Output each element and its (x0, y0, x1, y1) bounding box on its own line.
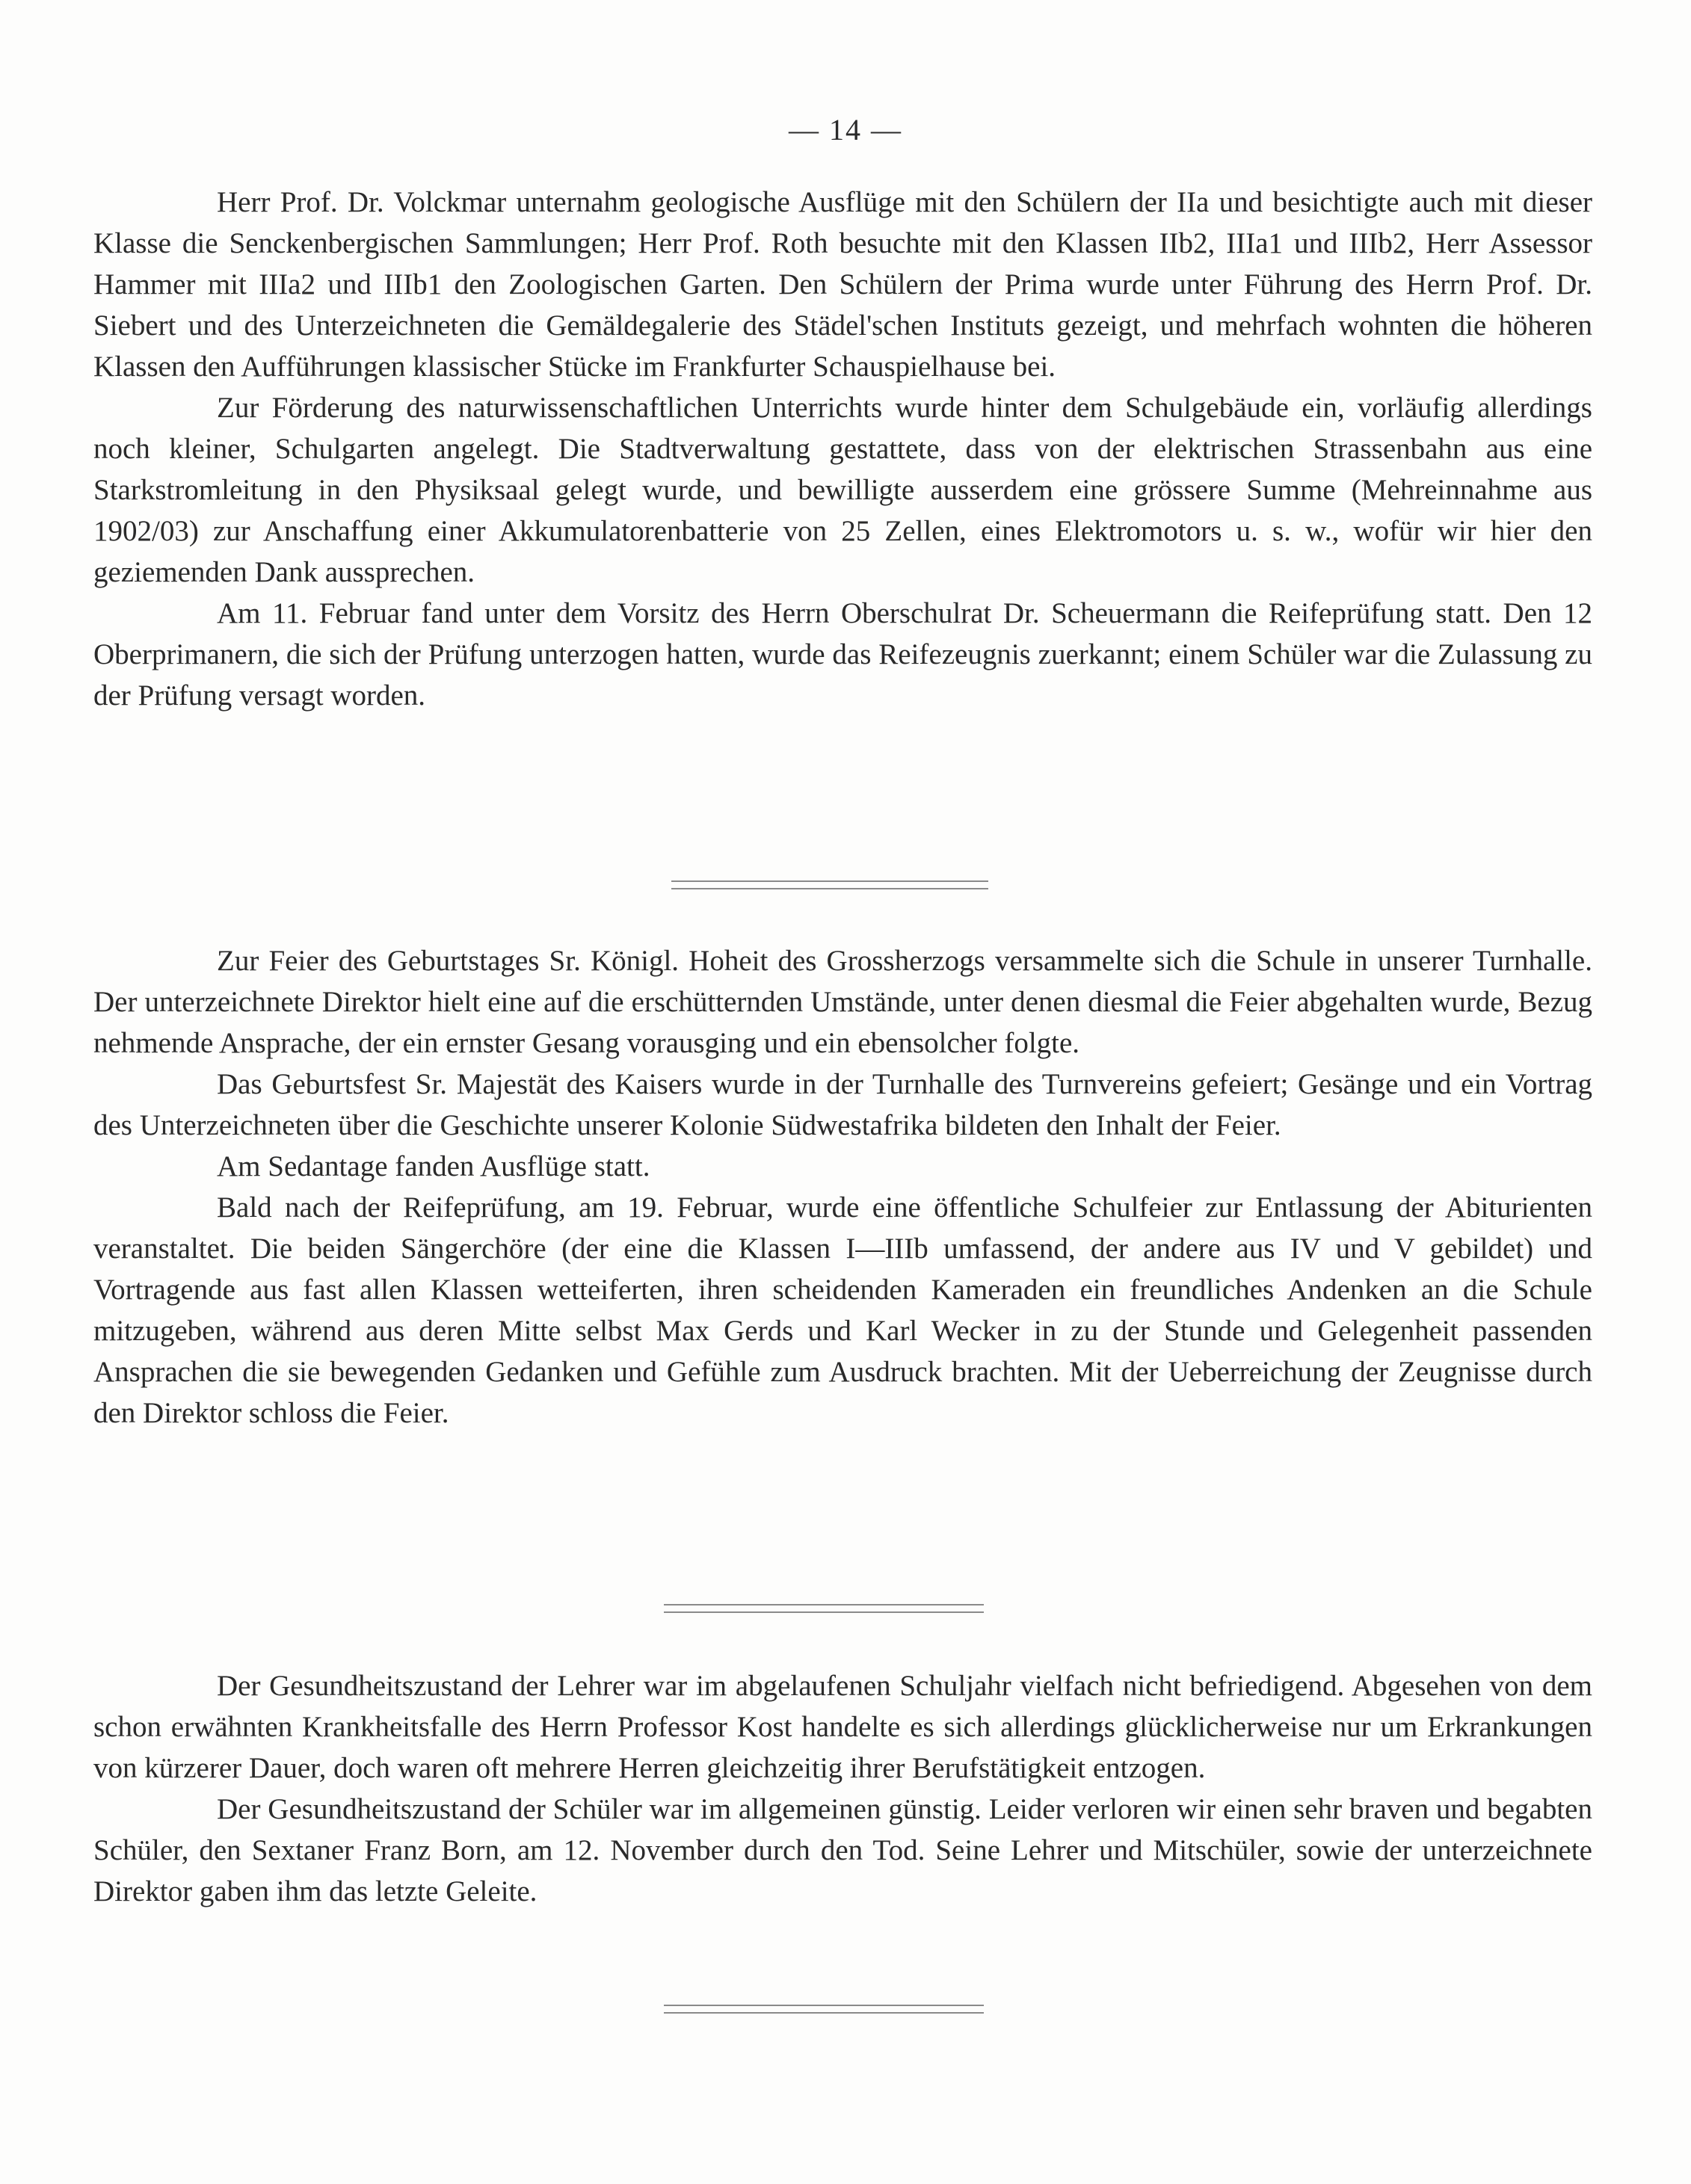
paragraph-grand-duke-birthday: Zur Feier des Geburtstages Sr. Königl. Hoheit des Grossherzogs versammelte sich die Schule in unserer Turnhalle. Der unterzeichnete Direktor hielt eine auf die erschütternden Umstände, unter denen diesmal die Feier abgehalten wurde, Bezug nehmende Ansprache, der ein ernster Gesang vorausging und ein ebensolcher folgte. (93, 945, 1592, 1059)
paragraph-science-instruction: Zur Förderung des naturwissenschaftlichen Unterrichts wurde hinter dem Schulgebäude ein, vorläufig allerdings noch kleiner, Schulgarten angelegt. Die Stadtverwaltung gestattete, dass von der elektrischen Strassenbahn aus eine Starkstromleitung in den Physiksaal gelegt wurde, und bewilligte ausserdem eine grössere Summe (Mehreinnahme aus 1902/03) zur Anschaffung einer Akkumulatorenbatterie von 25 Zellen, eines Elektromotors u. s. w., wofür wir hier den geziemenden Dank aussprechen. (93, 392, 1592, 588)
paragraph-student-health: Der Gesundheitszustand der Schüler war im allgemeinen günstig. Leider verloren wir einen sehr braven und begabten Schüler, den Sextaner Franz Born, am 12. November durch den Tod. Seine Lehrer und Mitschüler, sowie der unterzeichnete Direktor gaben ihm das letzte Geleite. (93, 1793, 1592, 1907)
section-divider (664, 2005, 984, 2014)
paragraph-teacher-health: Der Gesundheitszustand der Lehrer war im abgelaufenen Schuljahr vielfach nicht befriedigend. Abgesehen von dem schon erwähnten Krankheitsfalle des Herrn Professor Kost handelte es sich allerdings glücklicherweise nur um Erkrankungen von kürzerer Dauer, doch waren oft mehrere Herren gleichzeitig ihrer Berufstätigkeit entzogen. (93, 1670, 1592, 1784)
section-excursions (93, 182, 1592, 716)
section-divider (671, 880, 988, 889)
paragraph-excursions: Herr Prof. Dr. Volckmar unternahm geologische Ausflüge mit den Schülern der IIa und besichtigte auch mit dieser Klasse die Senckenbergischen Sammlungen; Herr Prof. Roth besuchte mit den Klassen IIb2, IIIa1 und IIIb2, Herr Assessor Hammer mit IIIa2 und IIIb1 den Zoologischen Garten. Den Schülern der Prima wurde unter Führung des Herrn Prof. Dr. Siebert und des Unterzeichneten die Gemäldegalerie des Städel'schen Instituts gezeigt, und mehrfach wohnten die höheren Klassen den Aufführungen klassischer Stücke im Frankfurter Schauspielhause bei. (93, 186, 1592, 383)
paragraph-final-exam: Am 11. Februar fand unter dem Vorsitz des Herrn Oberschulrat Dr. Scheuermann die Reifeprüfung statt. Den 12 Oberprimanern, die sich der Prüfung unterzogen hatten, wurde das Reifezeugnis zuerkannt; einem Schüler war die Zulassung zu der Prüfung versagt worden. (93, 597, 1592, 712)
paragraph-emperor-birthday: Das Geburtsfest Sr. Majestät des Kaisers wurde in der Turnhalle des Turnvereins gefeiert; Gesänge und ein Vortrag des Unterzeichneten über die Geschichte unserer Kolonie Südwestafrika bildeten den Inhalt der Feier. (93, 1068, 1592, 1141)
section-celebrations (93, 940, 1592, 1434)
paragraph-graduation-ceremony: Bald nach der Reifeprüfung, am 19. Februar, wurde eine öffentliche Schulfeier zur Entlassung der Abiturienten veranstaltet. Die beiden Sängerchöre (der eine die Klassen I—IIIb umfassend, der andere aus IV und V gebildet) und Vortragende aus fast allen Klassen wetteiferten, ihren scheidenden Kameraden ein freundliches Andenken an die Schule mitzugeben, während aus deren Mitte selbst Max Gerds und Karl Wecker in zu der Stunde und Gelegenheit passenden Ansprachen die sie bewegenden Gedanken und Gefühle zum Ausdruck brachten. Mit der Ueberreichung der Zeugnisse durch den Direktor schloss die Feier. (93, 1191, 1592, 1429)
section-health (93, 1665, 1592, 1912)
section-divider (664, 1604, 984, 1613)
paragraph-sedan-day: Am Sedantage fanden Ausflüge statt. (217, 1150, 650, 1182)
page-number: — 14 — (789, 113, 902, 146)
